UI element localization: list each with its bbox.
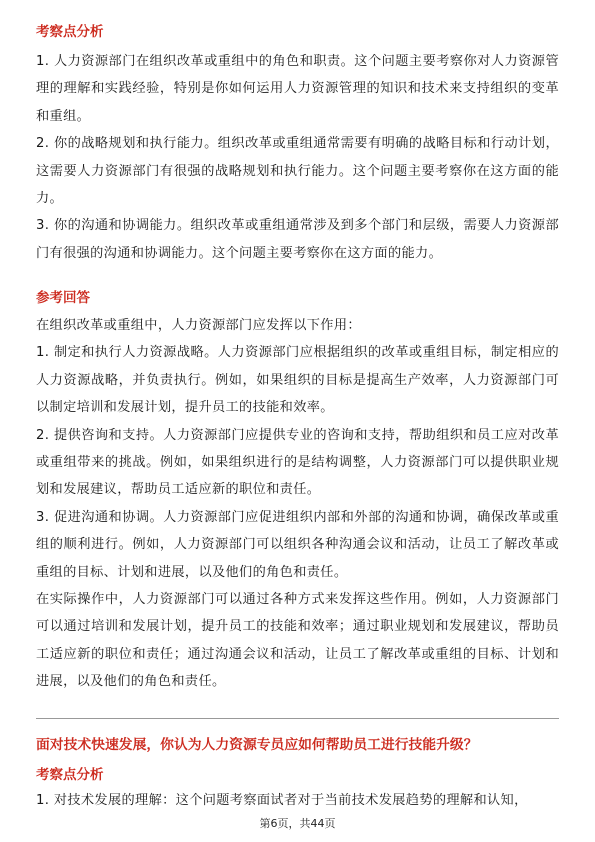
analysis-body <box>36 48 559 267</box>
section-heading-analysis: 考察点分析 <box>36 24 104 40</box>
section-divider <box>36 718 559 719</box>
analysis-point-2: 2. 你的战略规划和执行能力。组织改革或重组通常需要有明确的战略目标和行动计划，这需要人力资源部门有很强的战略规划和执行能力。这个问题主要考察你在这方面的能力。 <box>36 136 559 207</box>
interview-question: 面对技术快速发展，你认为人力资源专员应如何帮助员工进行技能升级？ <box>36 737 478 753</box>
answer-point-3: 3. 促进沟通和协调。人力资源部门应促进组织内部和外部的沟通和协调，确保改革或重组的顺利进行。例如，人力资源部门可以组织各种沟通会议和活动，让员工了解改革或重组的目标、计划和进展，以及他们的角色和责任。 <box>36 509 559 580</box>
analysis-point-1: 1. 人力资源部门在组织改革或重组中的角色和职责。这个问题主要考察你对人力资源管理的理解和实践经验，特别是你如何运用人力资源管理的知识和技术来支持组织的变革和重组。 <box>36 54 559 124</box>
document-page <box>36 0 559 842</box>
reference-answer-body <box>36 312 559 696</box>
section-heading-reference-answer: 参考回答 <box>36 290 90 306</box>
page-number: 第6页，共44页 <box>259 817 336 830</box>
answer-intro: 在组织改革或重组中，人力资源部门应发挥以下作用： <box>36 318 361 333</box>
answer-point-1: 1. 制定和执行人力资源战略。人力资源部门应根据组织的改革或重组目标，制定相应的人力资源战略，并负责执行。例如，如果组织的目标是提高生产效率，人力资源部门可以制定培训和发展计划，提升员工的技能和效率。 <box>36 345 559 416</box>
section-heading-analysis-next: 考察点分析 <box>36 767 104 783</box>
analysis-next-point-1: 1. 对技术发展的理解：这个问题考察面试者对于当前技术发展趋势的理解和认知， <box>36 793 528 808</box>
answer-summary: 在实际操作中，人力资源部门可以通过各种方式来发挥这些作用。例如，人力资源部门可以通过培训和发展计划，提升员工的技能和效率；通过职业规划和发展建议，帮助员工适应新的职位和责任；通过沟通会议和活动，让员工了解改革或重组的目标、计划和进展，以及他们的角色和责任。 <box>36 592 559 690</box>
analysis-point-3: 3. 你的沟通和协调能力。组织改革或重组通常涉及到多个部门和层级，需要人力资源部门有很强的沟通和协调能力。这个问题主要考察你在这方面的能力。 <box>36 218 559 261</box>
answer-point-2: 2. 提供咨询和支持。人力资源部门应提供专业的咨询和支持，帮助组织和员工应对改革或重组带来的挑战。例如，如果组织进行的是结构调整，人力资源部门可以提供职业规划和发展建议，帮助员工适应新的职位和责任。 <box>36 427 559 498</box>
analysis-next-body <box>36 787 559 814</box>
